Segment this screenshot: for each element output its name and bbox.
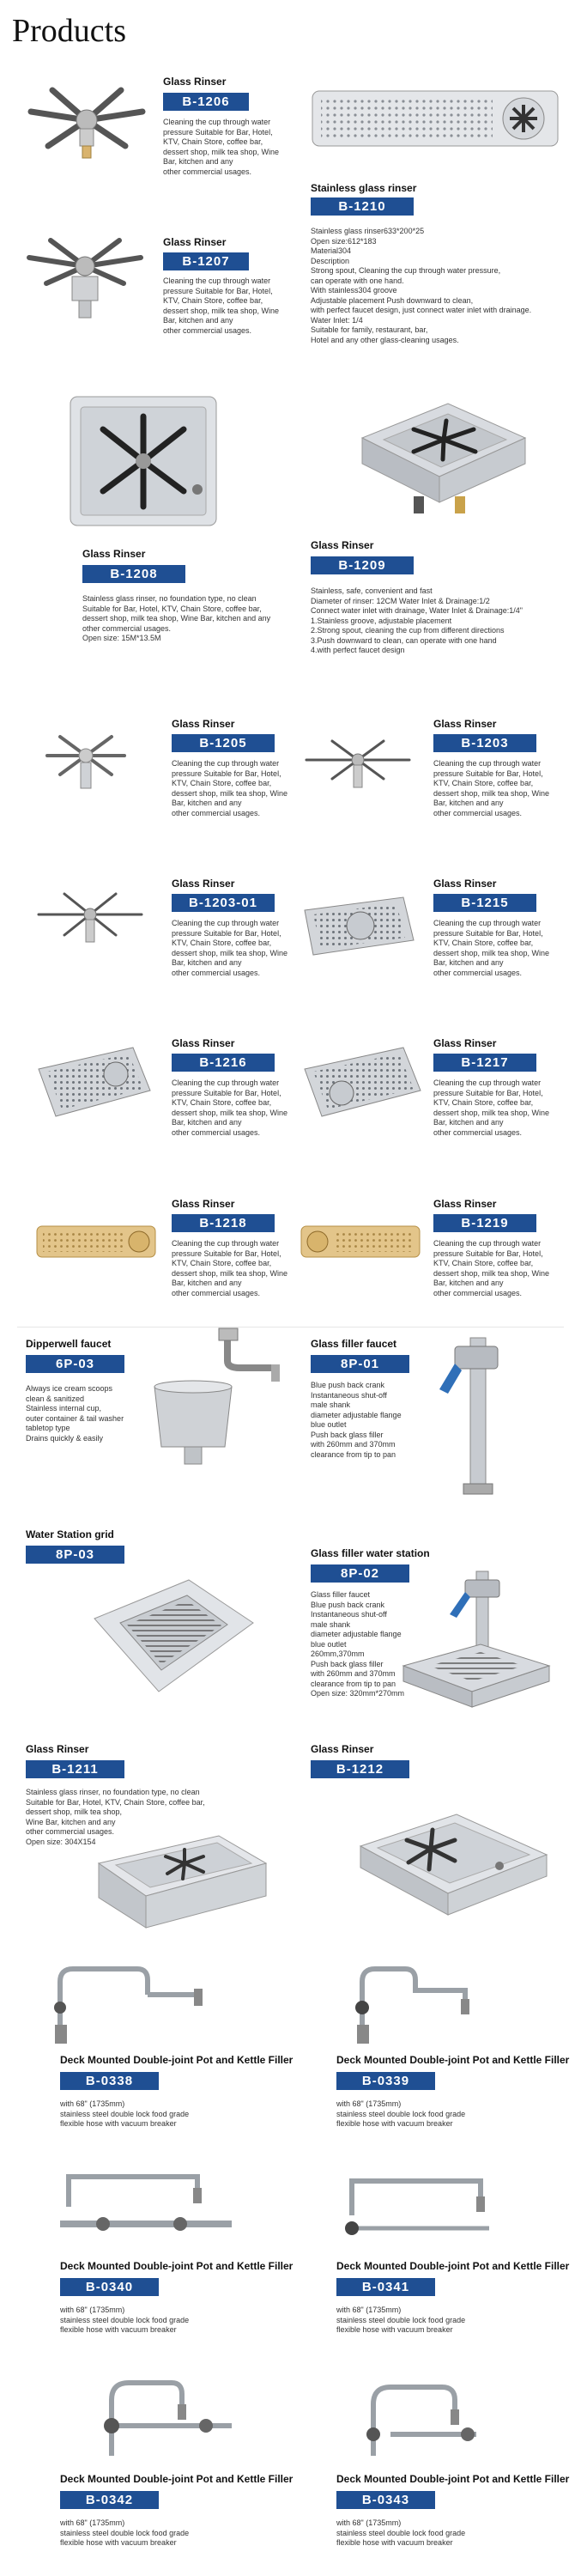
product-image-b1219 (299, 1219, 423, 1262)
product-name: Deck Mounted Double-joint Pot and Kettle Filler (60, 2473, 294, 2485)
product-code: B-1203-01 (172, 894, 275, 912)
product-desc: Glass filler faucet Blue push back crank Instantaneous shut-off male shank diameter adjustable flange blue outlet 260mm,370mm Push back glass filler with 260mm and 370mm clearance from tip to pan Open size: 320mm*270mm (311, 1590, 405, 1698)
product-desc: with 68" (1735mm) stainless steel double lock food grade flexible hose with vacuum breaker (336, 2099, 466, 2128)
product-code: 8P-02 (311, 1564, 409, 1583)
product-image-b0342 (77, 2370, 249, 2464)
product-code: B-1207 (163, 252, 249, 270)
product-desc: Always ice cream scoops clean & sanitized Stainless internal cup, outer container & tail washer tabletop type Drains quickly & easily (26, 1384, 124, 1443)
product-image-8p01 (438, 1329, 515, 1501)
product-code: B-1205 (172, 734, 275, 752)
product-name: Glass Rinser (26, 1743, 89, 1755)
product-name: Glass Rinser (82, 548, 146, 560)
product-name: Glass Rinser (433, 1198, 497, 1210)
product-code: B-0342 (60, 2491, 159, 2509)
product-image-b1211 (90, 1829, 275, 1936)
product-image-b1217 (300, 1043, 425, 1121)
product-code: 8P-03 (26, 1546, 124, 1564)
product-image-b1208 (69, 395, 219, 532)
product-name: Glass Rinser (172, 878, 235, 890)
product-name: Glass filler water station (311, 1547, 430, 1559)
product-name: Deck Mounted Double-joint Pot and Kettle Filler (336, 2054, 570, 2066)
product-name: Deck Mounted Double-joint Pot and Kettle Filler (60, 2260, 294, 2272)
product-code: 8P-01 (311, 1355, 409, 1373)
product-desc: Cleaning the cup through water pressure Suitable for Bar, Hotel, KTV, Chain Store, coffee bar, dessert shop, milk tea shop, Wine Bar, kitchen and any other commercial usages. (433, 919, 550, 977)
product-name: Glass Rinser (163, 76, 227, 88)
product-desc: Stainless glass rinser, no foundation type, no clean Suitable for Bar, Hotel, KTV, Chain Store, coffee bar, dessert shop, milk tea shop, Wine Bar, kitchen and any other commercial usages. Open size: 15M*13.5M (82, 594, 271, 642)
product-name: Dipperwell faucet (26, 1338, 112, 1350)
product-image-b0343 (339, 2370, 511, 2464)
product-image-8p03 (86, 1571, 257, 1709)
product-name: Glass Rinser (311, 539, 374, 551)
product-desc: with 68" (1735mm) stainless steel double lock food grade flexible hose with vacuum breaker (60, 2099, 190, 2128)
product-code: 6P-03 (26, 1355, 124, 1373)
product-code: B-0340 (60, 2278, 159, 2296)
product-desc: with 68" (1735mm) stainless steel double lock food grade flexible hose with vacuum breaker (60, 2518, 190, 2547)
product-desc: with 68" (1735mm) stainless steel double lock food grade flexible hose with vacuum breaker (60, 2306, 190, 2334)
product-desc: Stainless, safe, convenient and fast Diameter of rinser: 12CM Water Inlet & Drainage:1/2 Connect water inlet with drainage, Water Inlet & Drainage:1/4" 1.Stainless groove, adjustable placement 2.Strong spout, cleaning the cup from different directions 3.Push downward to clean, can operate with one hand 4.with perfect faucet design (311, 586, 523, 654)
product-code: B-1215 (433, 894, 536, 912)
product-desc: Cleaning the cup through water pressure Suitable for Bar, Hotel, KTV, Chain Store, coffee bar, dessert shop, milk tea shop, Wine Bar, kitchen and any other commercial usages. (172, 1239, 288, 1297)
product-code: B-0341 (336, 2278, 435, 2296)
product-name: Glass filler faucet (311, 1338, 397, 1350)
product-name: Glass Rinser (172, 1198, 235, 1210)
product-code: B-1211 (26, 1760, 124, 1778)
product-code: B-1216 (172, 1054, 275, 1072)
product-image-b120301 (34, 889, 146, 949)
product-code: B-1206 (163, 93, 249, 111)
product-image-b1218 (34, 1219, 159, 1262)
product-desc: Cleaning the cup through water pressure Suitable for Bar, Hotel, KTV, Chain Store, coffee bar, dessert shop, milk tea shop, Wine Bar, kitchen and any other commercial usages. (172, 919, 288, 977)
product-code: B-1209 (311, 556, 414, 574)
product-code: B-1218 (172, 1214, 275, 1232)
product-image-b1207 (21, 232, 149, 326)
product-desc: Cleaning the cup through water pressure Suitable for Bar, Hotel, KTV, Chain Store, coffee bar, dessert shop, milk tea shop, Wine Bar, kitchen and any other commercial usages. (172, 759, 288, 817)
product-image-b0341 (326, 2164, 506, 2254)
product-desc: Cleaning the cup through water pressure Suitable for Bar, Hotel, KTV, Chain Store, coffee bar, dessert shop, milk tea shop, Wine Bar, kitchen and any other commercial usages. (433, 1078, 550, 1137)
product-name: Stainless glass rinser (311, 182, 417, 194)
product-image-6p03 (146, 1327, 300, 1477)
product-image-b1215 (300, 893, 416, 962)
product-desc: Blue push back crank Instantaneous shut-off male shank diameter adjustable flange blue outlet Push back glass filler with 260mm and 370mm clearance from tip to pan (311, 1381, 402, 1459)
product-name: Glass Rinser (163, 236, 227, 248)
product-code: B-1210 (311, 197, 414, 216)
product-code: B-1208 (82, 565, 185, 583)
product-image-b0338 (34, 1956, 223, 2046)
product-code: B-1203 (433, 734, 536, 752)
product-desc: Cleaning the cup through water pressure Suitable for Bar, Hotel, KTV, Chain Store, coffee bar, dessert shop, milk tea shop, Wine Bar, kitchen and any other commercial usages. (433, 1239, 550, 1297)
product-desc: Stainless glass rinser, no foundation type, no clean Suitable for Bar, Hotel, KTV, Chain Store, coffee bar, dessert shop, milk tea shop, Wine Bar, kitchen and any other commercial usages. Open size: 304X154 (26, 1788, 205, 1846)
product-image-b0339 (336, 1956, 508, 2046)
product-desc: Cleaning the cup through water pressure Suitable for Bar, Hotel, KTV, Chain Store, coffee bar, dessert shop, milk tea shop, Wine Bar, kitchen and any other commercial usages. (163, 118, 280, 176)
product-desc: Stainless glass rinser633*200*25 Open size:612*183 Material304 Description Strong spout, Cleaning the cup through water pressure, can operate with one hand. With stainless304 groove Adjustable placement Push downward to clean, with perfect faucet design, just connect water inlet with drainage. Water Inlet: 1/4 Suitable for family, restaurant, bar, Hotel and any other glass-cleaning usages. (311, 227, 532, 344)
product-code: B-1217 (433, 1054, 536, 1072)
product-code: B-0339 (336, 2072, 435, 2090)
product-name: Deck Mounted Double-joint Pot and Kettle Filler (60, 2054, 294, 2066)
product-name: Glass Rinser (172, 718, 235, 730)
product-image-b0340 (51, 2164, 240, 2254)
product-image-b1209 (354, 395, 534, 524)
page-title: Products (12, 13, 126, 49)
product-image-b1210 (311, 84, 560, 153)
product-code: B-1212 (311, 1760, 409, 1778)
product-image-8p02 (395, 1563, 558, 1717)
product-image-b1206 (22, 77, 151, 172)
product-name: Deck Mounted Double-joint Pot and Kettle Filler (336, 2473, 570, 2485)
product-image-b1212 (354, 1807, 551, 1923)
product-image-b1216 (34, 1043, 154, 1121)
product-name: Glass Rinser (433, 718, 497, 730)
product-name: Glass Rinser (311, 1743, 374, 1755)
product-code: B-1219 (433, 1214, 536, 1232)
product-name: Deck Mounted Double-joint Pot and Kettle Filler (336, 2260, 570, 2272)
product-desc: with 68" (1735mm) stainless steel double lock food grade flexible hose with vacuum breaker (336, 2306, 466, 2334)
product-code: B-0343 (336, 2491, 435, 2509)
product-name: Glass Rinser (433, 878, 497, 890)
product-name: Glass Rinser (433, 1037, 497, 1049)
product-code: B-0338 (60, 2072, 159, 2090)
product-desc: Cleaning the cup through water pressure Suitable for Bar, Hotel, KTV, Chain Store, coffee bar, dessert shop, milk tea shop, Wine Bar, kitchen and any other commercial usages. (433, 759, 550, 817)
product-desc: Cleaning the cup through water pressure Suitable for Bar, Hotel, KTV, Chain Store, coffee bar, dessert shop, milk tea shop, Wine Bar, kitchen and any other commercial usages. (172, 1078, 288, 1137)
product-desc: Cleaning the cup through water pressure Suitable for Bar, Hotel, KTV, Chain Store, coffee bar, dessert shop, milk tea shop, Wine Bar, kitchen and any other commercial usages. (163, 276, 280, 335)
product-desc: with 68" (1735mm) stainless steel double lock food grade flexible hose with vacuum breaker (336, 2518, 466, 2547)
product-image-b1205 (43, 730, 129, 799)
product-image-b1203 (302, 734, 414, 794)
product-name: Water Station grid (26, 1528, 114, 1540)
product-name: Glass Rinser (172, 1037, 235, 1049)
